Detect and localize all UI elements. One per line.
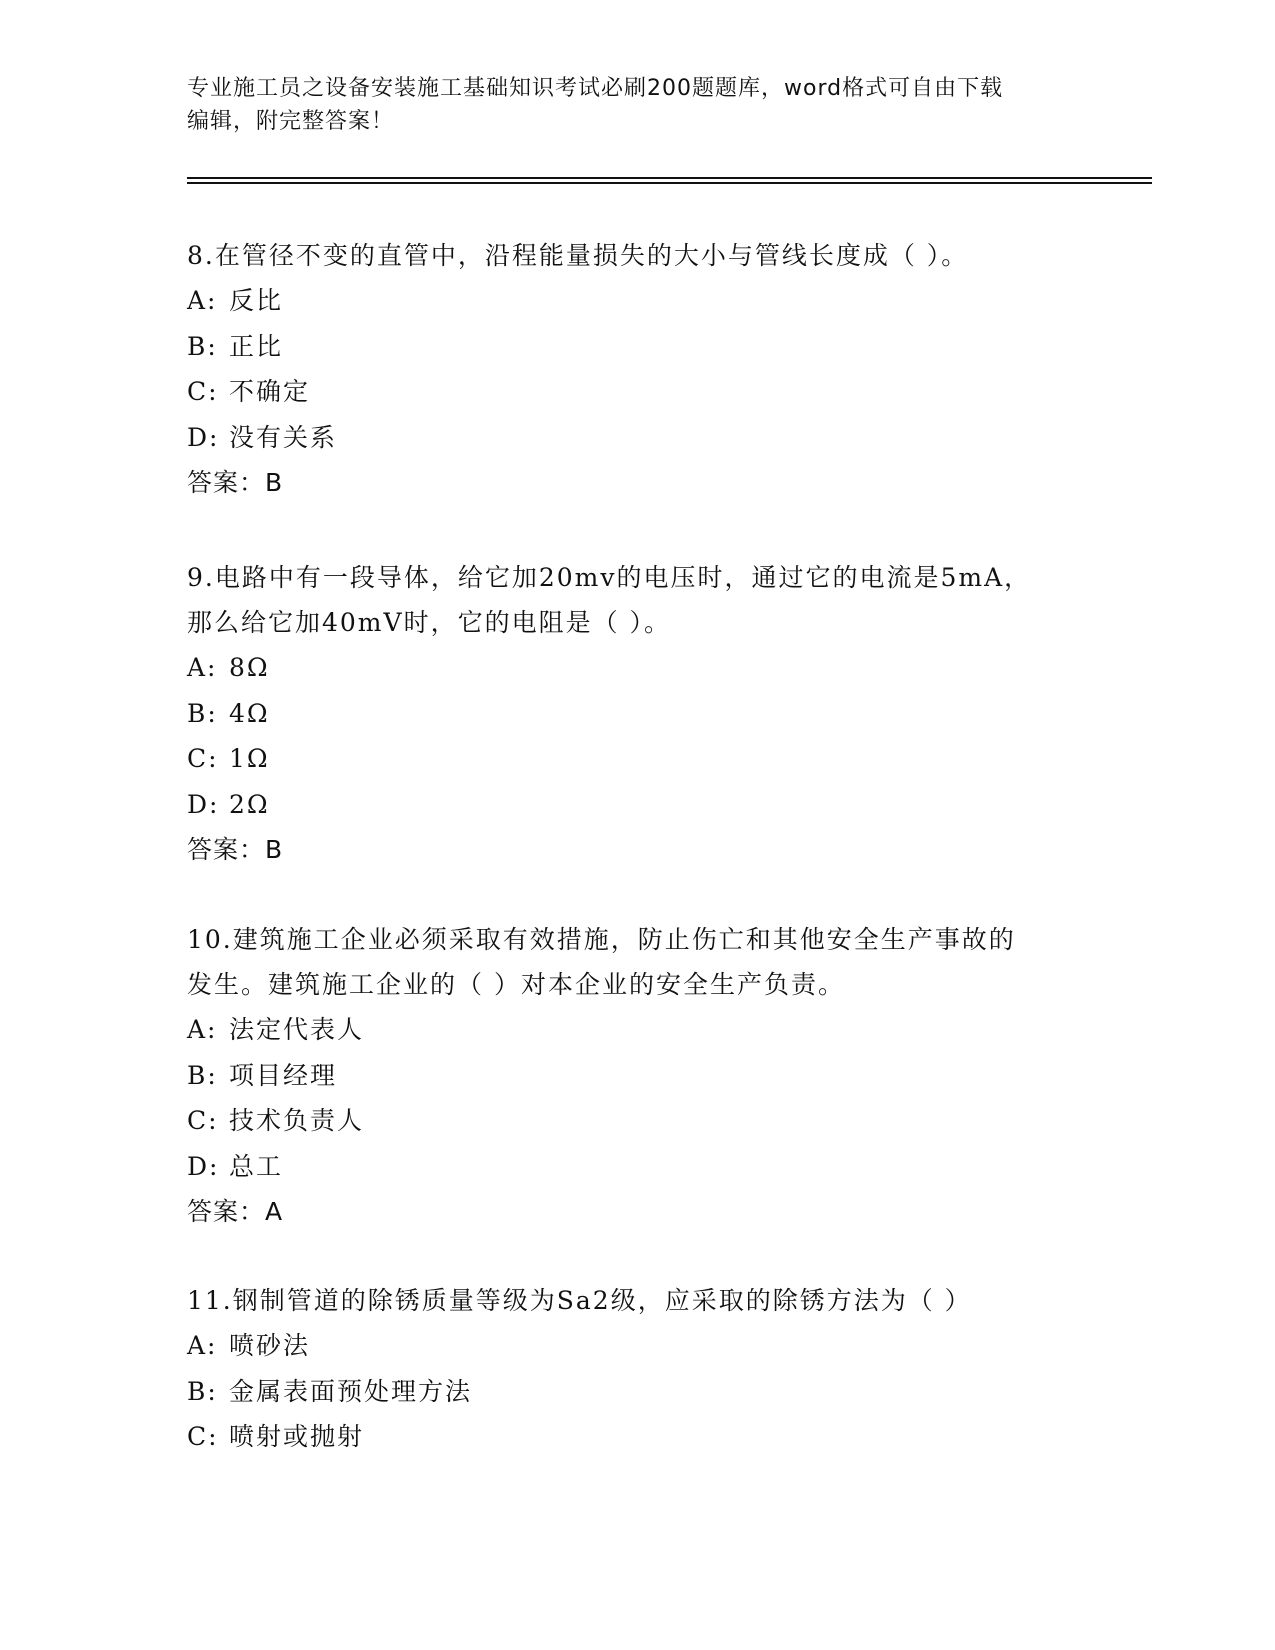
option-text: 不确定 — [229, 377, 311, 406]
option-letter: A: — [187, 653, 218, 682]
option-c — [187, 369, 1087, 415]
option-letter: B: — [187, 1376, 218, 1406]
option-letter: C: — [187, 744, 219, 773]
option-text: 技术负责人 — [229, 1106, 365, 1135]
option-b — [187, 324, 1087, 370]
option-text: 金属表面预处理方法 — [229, 1376, 473, 1406]
option-a — [187, 1007, 1087, 1053]
answer-line: 答案：B — [187, 468, 284, 497]
header-line-2: 编辑，附完整答案！ — [187, 109, 395, 134]
option-text: 4Ω — [229, 698, 270, 728]
option-text: 项目经理 — [229, 1060, 338, 1090]
option-b — [187, 1053, 1087, 1099]
option-a — [187, 1323, 1087, 1369]
header-divider-top — [187, 177, 1152, 179]
option-b — [187, 691, 1087, 737]
option-text: 1Ω — [229, 744, 270, 773]
option-letter: D: — [187, 1151, 220, 1181]
option-letter: B: — [187, 331, 218, 361]
question-8 — [187, 233, 1087, 506]
option-letter: C: — [187, 377, 219, 406]
option-letter: C: — [187, 1422, 219, 1451]
option-letter: A: — [187, 1015, 218, 1044]
option-letter: D: — [187, 422, 220, 452]
option-a — [187, 278, 1087, 324]
answer-line: 答案：A — [187, 1197, 284, 1226]
option-b — [187, 1369, 1087, 1415]
header-line-1: 专业施工员之设备安装施工基础知识考试必刷200题题库，word格式可自由下载 — [187, 76, 1004, 101]
option-d — [187, 782, 1087, 828]
option-text: 总工 — [229, 1151, 284, 1181]
question-stem-line-2: 那么给它加40mV时，它的电阻是（ ）。 — [187, 608, 672, 637]
option-d — [187, 415, 1087, 461]
option-text: 法定代表人 — [229, 1015, 365, 1044]
option-text: 反比 — [229, 286, 284, 315]
option-letter: A: — [187, 286, 218, 315]
option-c — [187, 1414, 1087, 1460]
question-stem-line-1: 9.电路中有一段导体，给它加20mv的电压时，通过它的电流是5mA， — [187, 563, 1032, 592]
option-c — [187, 1098, 1087, 1144]
answer-line: 答案：B — [187, 835, 284, 864]
option-text: 8Ω — [229, 653, 270, 682]
header-divider-bottom — [187, 182, 1152, 184]
question-9 — [187, 555, 1087, 873]
document-header — [187, 72, 1067, 138]
option-text: 喷砂法 — [229, 1331, 311, 1360]
option-text: 正比 — [229, 331, 284, 361]
option-text: 没有关系 — [229, 422, 338, 452]
question-11 — [187, 1278, 1087, 1460]
option-text: 喷射或抛射 — [229, 1422, 365, 1451]
option-letter: C: — [187, 1106, 219, 1135]
option-c — [187, 736, 1087, 782]
option-d — [187, 1144, 1087, 1190]
question-stem: 8.在管径不变的直管中，沿程能量损失的大小与管线长度成（ ）。 — [187, 241, 969, 270]
question-stem-line-2: 发生。建筑施工企业的（ ）对本企业的安全生产负责。 — [187, 970, 845, 999]
option-letter: B: — [187, 1060, 218, 1090]
question-stem: 11.钢制管道的除锈质量等级为Sa2级，应采取的除锈方法为（ ） — [187, 1286, 972, 1315]
question-stem-line-1: 10.建筑施工企业必须采取有效措施，防止伤亡和其他安全生产事故的 — [187, 925, 1016, 954]
option-a — [187, 645, 1087, 691]
option-letter: B: — [187, 698, 218, 728]
question-10 — [187, 917, 1087, 1235]
option-letter: A: — [187, 1331, 218, 1360]
option-letter: D: — [187, 789, 220, 819]
option-text: 2Ω — [229, 789, 270, 819]
